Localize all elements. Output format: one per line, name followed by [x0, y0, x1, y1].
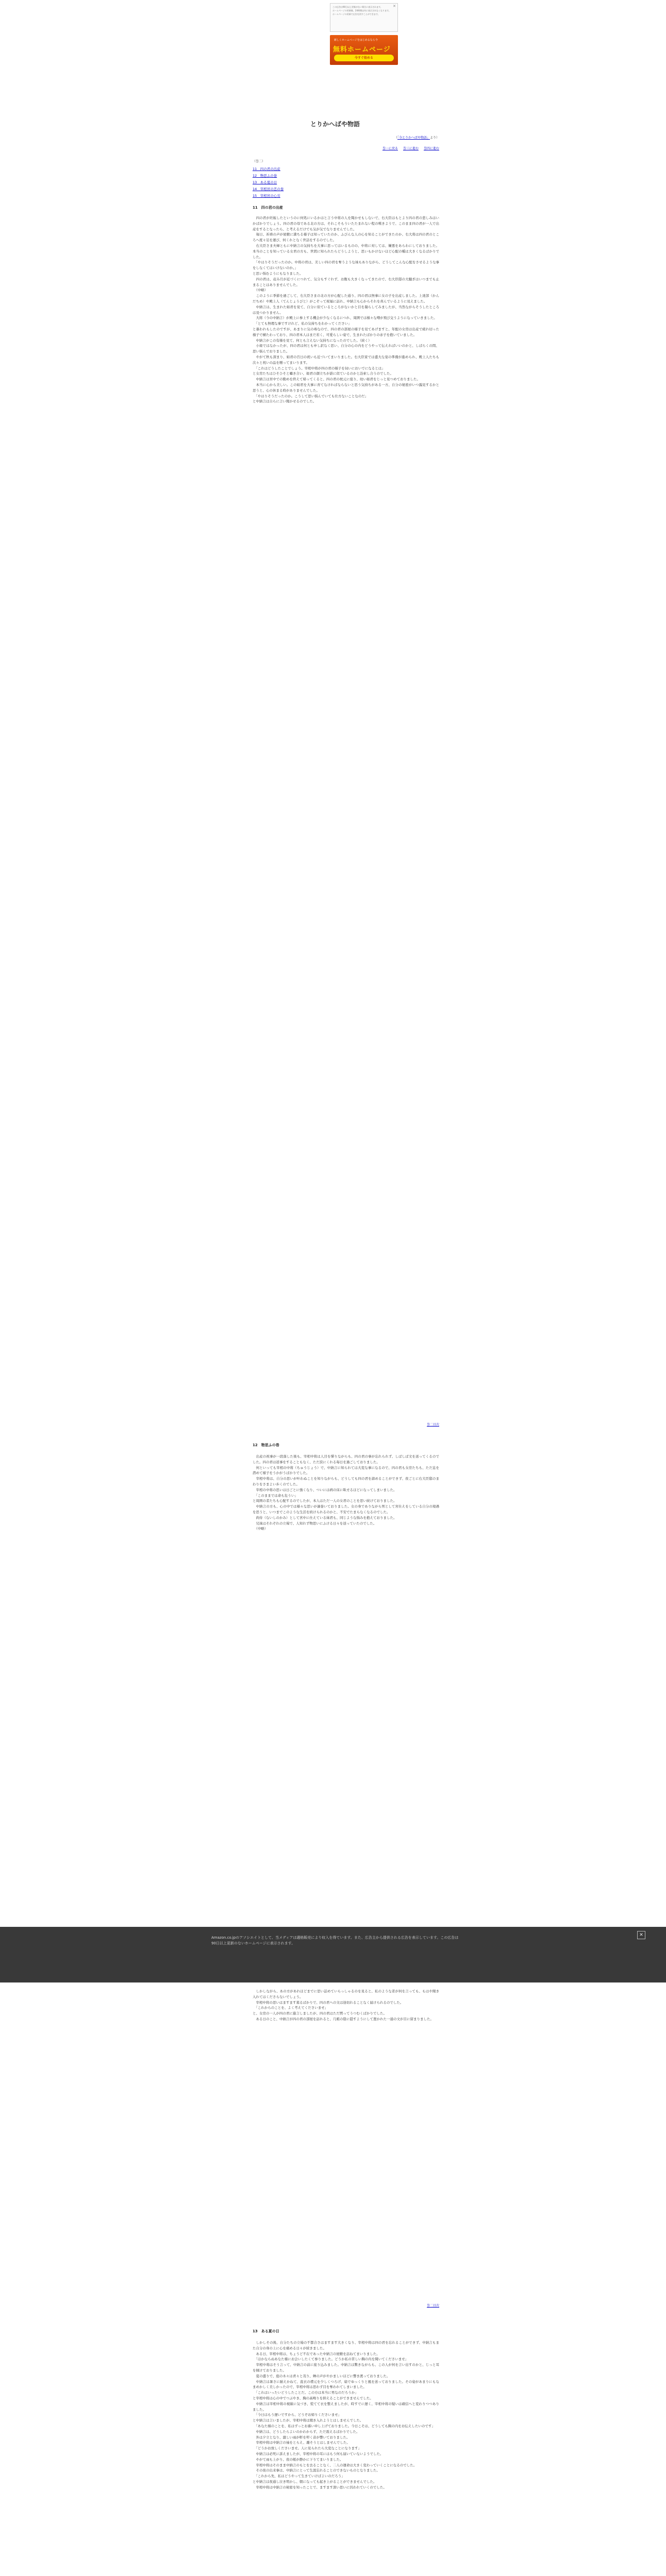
ad-banner-main: 無料ホームページ [333, 46, 391, 54]
ad-notice-line: ホームページの更新後、24時間以内に表示されなくなります。 [332, 9, 391, 12]
paragraph: 中納言は宮中での勤めを終えて帰ってくると、四の君の枕元に座り、幼い姫君をじっと見つめておりました。 [253, 377, 420, 382]
ad-banner-button[interactable]: 今すぐ始める [334, 55, 394, 61]
paragraph: 右大臣さま夫婦ともに中納言の気持ちを大事に思ってはいるものの、中将に対しては、嫌悪をあらわにしておりました。本当のことを知っている女君の方も、世間に知られたらどうしようと、思いもかけないほど心配の種は大きくなるばかりでした。 [253, 243, 439, 259]
paragraph: 「このままでは命も危うい」 [253, 1493, 298, 1498]
source-prefix: （ [394, 136, 397, 140]
paragraph: 「これはどうしたことでしょう。宰相中将が四の君の様子を伺いにおいでになるとは」 [253, 366, 385, 370]
chapter-heading: 13 ある夏の日 [253, 2329, 279, 2333]
paragraph: と中納言は言いましたが、宰相中将は聞き入れようとはしませんでした。 [253, 2418, 363, 2423]
paragraph: 宰相中将はそう言って、中納言の前に座り込みました。中納言は驚きながらも、この人が何を言い出すのかと、じっと耳を傾けておりました。 [253, 2363, 439, 2372]
ad-notice-line: この広告は90日以上更新がない場合に表示されます。 [332, 6, 382, 8]
toc-link[interactable]: 14 宰相宮の恋の巻 [253, 187, 284, 191]
paragraph: 宰相中将の思いはますます募るばかりで、四の君への文は途切れることなく届けられるのでした。 [253, 2000, 404, 2005]
chapter-body [253, 215, 439, 1400]
chapter-body-continued [253, 1989, 439, 2287]
paragraph: 四の君が妊娠したというのに何処にいるかはと言う中将の人を聞かせもしないで、右大臣はもとより四の君の悲しみはいかばかりでしょう。四の君の母である北の方は、それこそもういたたまれない程の嘆きようで、このまま四の君が一人で出産をするとなったら、と考えるだけでも気が気でなりませんでした。 [253, 216, 439, 231]
paragraph: と思い悩むようにもなりました。 [253, 271, 303, 276]
paragraph: と中納言は自らに言い聞かせるのでした。 [253, 399, 317, 404]
close-icon[interactable]: ✕ [393, 4, 396, 8]
paragraph: （中略） [253, 288, 268, 293]
chapter-heading: 12 物思ふの巻 [253, 1443, 279, 1447]
back-to-top-link[interactable]: 巻二目次 [426, 1423, 439, 1427]
source-line [394, 135, 439, 140]
paragraph: と宰相中将は心の中でつぶやき、胸の高鳴りを抑えることができませんでした。 [253, 2396, 373, 2400]
paragraph: 兄妹はそれぞれの立場で、人知れず物思いにふける日々を送っていたのでした。 [253, 1521, 377, 1526]
nav-link-vol1[interactable]: 巻一に戻る [382, 147, 398, 150]
paragraph: 「やはりそうだったのか。中将の君は、美しい四の君を奪うような妹もありながら、どうしてこんな心配をさせるような事をしなくてはいけないのか。」 [253, 260, 439, 270]
source-link[interactable]: 「今とりかへばや物語」 [397, 136, 430, 140]
paragraph: 中納言の方も、心の中では様々な思いが渦巻いておりました。女の身でありながら男として宮仕えをしている自分の境遇を思うと、いつまでこのような生活を続けられるのかと、不安でたまらなくなるのでした。 [253, 1504, 439, 1514]
paragraph: 何といっても宰相の中将（ちゅうじょう）で、中納言に知られては大変な事になるので、四の君も女房たちも、ただ息を潜めて様子をうかがうばかりでした。 [253, 1465, 439, 1476]
nav-link-vol4[interactable]: 巻四に進む [423, 147, 439, 150]
paragraph: 中納言がこの有様を見て、何とも言えない気持ちになったのでした。（続く） [253, 338, 372, 343]
paragraph: 中納言は、生まれた姫君を見て、自分に似ているところがないかと目を凝らしてみましたが、当然ながらそうしたところは見つかりません。 [253, 304, 439, 315]
paragraph: ある日のこと、中納言が四の君の部屋を訪れると、几帳の陰に隠すようにして置かれた一通の文が目に留まりました。 [253, 2016, 434, 2021]
overlay-text: Amazon.co.jpのアソシエイトとして、当メディアは適格販売により収入を得ています。また、広告主から提供される広告を表示しています。この広告は90日以上更新のないホームページに表示されます。 [211, 1936, 459, 1945]
document-page [201, 0, 469, 2576]
toc-link[interactable]: 11 四の君の出産 [253, 167, 280, 171]
chapter-heading: 11 四の君の出産 [253, 206, 283, 210]
paragraph: 本当に心から美しい。この姫君を大事に育てなければならないと思う気持ちがある一方、自分の秘密がいつ露見するかと思うと、心の休まる時がありませんでした。 [253, 382, 439, 393]
back-to-top-link[interactable]: 巻二目次 [426, 2304, 439, 2308]
paragraph: 出産の祝事が一段落した後も、宰相中将は人目を憚りながらも、四の君の事が忘れられず、しばしば文を送ってくるのでした。四の君は返事をすることもなく、ただ涙にくれる毎日を過ごしておりました。 [253, 1454, 439, 1464]
source-suffix: より） [429, 136, 439, 140]
paragraph: 宰相の中将の思いは日ごとに強くなり、ついには病の床に臥せるほどになってしまいました。 [253, 1487, 397, 1492]
paragraph: やがて雨も上がり、夜の帳が静かに下りてまいりました。 [253, 2457, 343, 2462]
paragraph: 中納言は暑さに耐えかねて、直衣の襟元を少しくつろげ、扇でゆっくりと風を送っておりました。その姿があまりにもなまめかしく美しかったので、宰相中将は思わず目を奪われてしまいました。 [253, 2379, 439, 2389]
paragraph: 「あなた様のことを、私はずっとお慕い申し上げておりました。今日こそは、どうしても胸の内をお伝えしたいのです」 [253, 2424, 435, 2428]
paragraph: 中納言は必死に訴えましたが、宰相中将の耳にはもう何も届いていないようでした。 [253, 2451, 384, 2456]
paragraph: 「これから先、私はどうやって生きていけばよいのだろう」 [253, 2474, 345, 2479]
paragraph: 夏の盛りで、庭の木々は青々と茂り、蝉の声がやかましいほどに響き渡っておりました。 [253, 2374, 390, 2378]
ad-banner[interactable] [330, 35, 398, 65]
paragraph: 大将（今の中納言）が殿上に参上する機会が少なくなるにつれ、周囲では様々な噂が飛び交うようになっていきました。 [253, 316, 437, 320]
paragraph: 小姫ではなかったが、四の君は何とも申し訳なく思い、自分の心の内をどうやって伝えればいいのかと、しばらくの間、思い悩んでおりました。 [253, 344, 439, 354]
paragraph: と女房たちはひそひそと囁き合い、姫君の顔立ちが誰に似ているのかと詮索し合うのでした。 [253, 371, 393, 376]
volume-label: （巻二） [253, 160, 265, 163]
paragraph: 外は夕立となり、激しい雨が軒を叩く音が響いておりました。 [253, 2435, 350, 2439]
paragraph: 宰相中将はそのまま中納言のもとを去ることなく、二人の運命は大きく変わっていくことになるのでした。 [253, 2463, 417, 2467]
top-advertisement[interactable] [330, 3, 400, 67]
paragraph: 四の君は、産み月が近づくにつれて、気分もすぐれず、お腹も大きくなってきたので、右大臣邸の大騒ぎはいつまでも止まることはありませんでした。 [253, 277, 439, 287]
paragraph: しかしその後、自分たちの立場の不都合さはますます大きくなり、宰相中将は四の君を忘れることができず、中納言もまた自分の身の上に心を痛める日々が続きました。 [253, 2341, 439, 2350]
chapter-body [253, 2340, 439, 2576]
close-icon[interactable]: ✕ [637, 1931, 645, 1939]
paragraph: と慕われもしたのですが、あまりに気の毒なので、四の君の部屋の様子を見てあげますと、年配の女房は出産で疲れ切った様子で横たわっており、四の君本人はまだ若く、可愛らしい姿で、生まれたばかりの赤子を抱いていました。 [253, 327, 439, 337]
paragraph: しかしながら、あの方があれほどまでに思い詰めていらっしゃるのを見ると、私のような者が何を言っても、もはや聞き入れてはくださらないでしょう。 [253, 1989, 439, 1999]
toc-link[interactable]: 12 物思ふの巻 [253, 174, 277, 178]
paragraph: 中納言は宰相中将の視線に気づき、慌てて衣を整えましたが、時すでに遅く、宰相中将の疑いは確信へと変わりつつありました。 [253, 2401, 439, 2412]
paragraph: 「今日はもう遅いですから、どうぞお帰りくださいませ」 [253, 2413, 342, 2417]
paragraph: 中納言は、どうしたらよいのかわからず、ただ震えるばかりでした。 [253, 2429, 360, 2434]
ad-notice [330, 3, 398, 32]
paragraph: と周囲の者たちも心配するのでしたが、本人はただ一人の女君のことを思い続けておりました。 [253, 1499, 397, 1503]
paragraph: 「ほかならぬあなた様にお会いしたくて参りました。どうか私の苦しい胸の内を聞いてくださいませ」 [253, 2357, 409, 2362]
paragraph: （中略） [253, 1527, 268, 1531]
paragraph: 「これからのことを、よく考えてくださいませ」 [253, 2006, 328, 2010]
paragraph: 宰相中将は中納言の秘密を知ったことで、ますます深い思いに囚われていくのでした。 [253, 2485, 387, 2489]
paragraph: 宰相中将は中納言の袖をとらえ、離そうとはしませんでした。 [253, 2441, 350, 2445]
paragraph: やがて秋も深まり、姫君の百日の祝いも近づいてまいりました。右大臣家では盛大な宴の準備が進められ、殿上人たちも次々と祝いの品を贈ってまいります。 [253, 354, 439, 365]
ad-notice-line: ホームページの更新で広告を消すことができます。 [332, 13, 380, 15]
paragraph: 「やはりそうだったのか。こうして思い悩んでいても仕方ないことなのだ」 [253, 394, 369, 398]
paragraph: 毎日、祈祷の声が屋敷に満ちる様子は知っていたのか、ふびんな人の心を知ることができたのか、右大将は四の君のところへ度々足を運び、何くれとなく世話をするのでした。 [253, 232, 439, 243]
chapter-body [253, 1454, 439, 1918]
paragraph: ある日、宰相中将は、ちょうど不在であった中納言の屋敷を訪ねてまいりました。 [253, 2351, 380, 2356]
ad-banner-line: 新しくホームページをはじめるなら今 [334, 39, 378, 42]
top-navigation [377, 146, 439, 150]
paragraph: 「とても無理な事ですけれど、私の気持ちをわかってください」 [253, 321, 352, 326]
nav-link-vol3[interactable]: 巻三に進む [403, 147, 419, 150]
paragraph: 尚侍（ないしのかみ）として宮中に仕えている妹君も、同じような悩みを抱えておりました。 [253, 1515, 397, 1520]
paragraph: 「どうかお放しくださいませ。人に見られたら大変なことになります」 [253, 2446, 362, 2451]
paragraph: このように季節を過ごして、右大臣さまの北の方が心配した通り、四の君は無事に女の子を出産しました。上達部（かんだちめ）や殿上人（てんじょうびと）がこぞって祝福に訪れ、中納言も心からそれを喜んでいるように見えました。 [253, 294, 439, 303]
paragraph: と中納言は夜通し泣き明かし、朝になっても起き上がることができませんでした。 [253, 2479, 377, 2484]
paragraph: と、女房の一人が四の君に進言しましたが、四の君はただ黙ってうつむくばかりでした。 [253, 2011, 387, 2016]
toc-link[interactable]: 15 宰相宮の心労 [253, 194, 280, 198]
table-of-contents [253, 166, 284, 199]
toc-link[interactable]: 13 ある夏の日 [253, 180, 277, 184]
paragraph: その夜の出来事は、中納言にとって生涯忘れることのできないものとなりました。 [253, 2468, 380, 2473]
page-title: とりかへばや物語 [310, 121, 360, 128]
paragraph: 宰相中将は、自分の思いが叶わぬことを知りながらも、どうしても四の君を諦めることができず、夜ごとに右大臣邸のまわりをさまよい歩くのでした。 [253, 1477, 439, 1486]
overlay-advertisement[interactable] [0, 1927, 666, 1982]
paragraph: 「これはいったいどうしたことだ。この方は本当に男なのだろうか」 [253, 2391, 358, 2395]
